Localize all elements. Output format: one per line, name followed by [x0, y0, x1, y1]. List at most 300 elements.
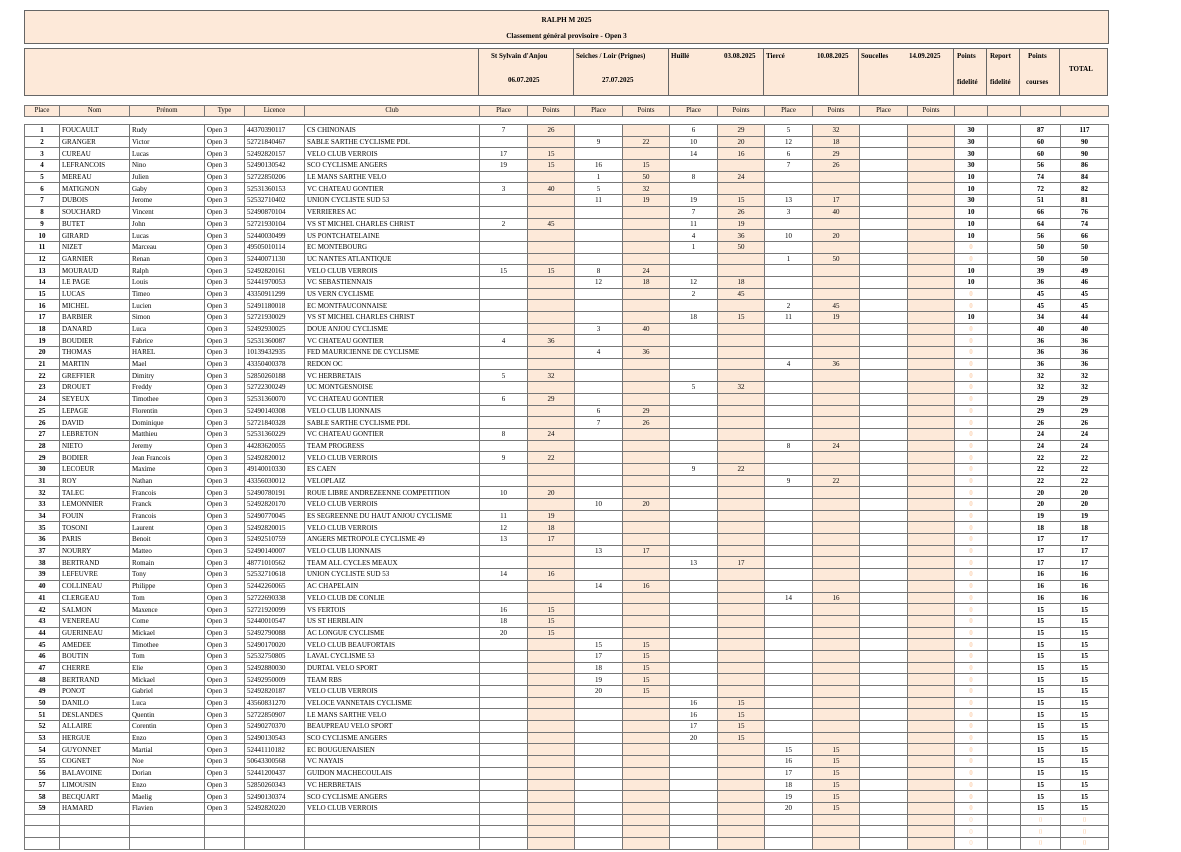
table-cell: [623, 487, 670, 499]
table-cell: [575, 300, 623, 312]
table-cell: [908, 358, 955, 370]
table-cell: [988, 347, 1021, 359]
table-cell: 59: [25, 802, 60, 814]
table-cell: VC SEBASTIENNAIS: [305, 276, 480, 288]
table-cell: 48: [25, 674, 60, 686]
empty-cell: [205, 814, 245, 826]
table-cell: [765, 405, 813, 417]
table-row: [25, 475, 1109, 487]
table-cell: [765, 452, 813, 464]
table-cell: 52492820012: [245, 452, 305, 464]
table-cell: [860, 393, 908, 405]
table-cell: 36: [528, 335, 575, 347]
empty-cell: 0: [955, 814, 988, 826]
table-cell: [480, 499, 528, 511]
table-cell: 15: [1061, 802, 1109, 814]
table-cell: [528, 417, 575, 429]
table-cell: [813, 405, 860, 417]
table-cell: [908, 499, 955, 511]
table-cell: John: [130, 218, 205, 230]
table-cell: [480, 650, 528, 662]
table-cell: [860, 183, 908, 195]
table-cell: [718, 756, 765, 768]
table-cell: 15: [528, 148, 575, 160]
table-cell: 15: [528, 160, 575, 172]
table-cell: SEYEUX: [60, 393, 130, 405]
table-cell: [860, 241, 908, 253]
table-cell: 43350400378: [245, 358, 305, 370]
table-cell: [623, 382, 670, 394]
table-cell: 24: [718, 171, 765, 183]
table-cell: 0: [955, 522, 988, 534]
table-cell: 2: [25, 136, 60, 148]
table-cell: [908, 206, 955, 218]
table-cell: 20: [1061, 499, 1109, 511]
table-cell: 15: [718, 732, 765, 744]
table-cell: 0: [955, 697, 988, 709]
table-cell: [988, 370, 1021, 382]
table-cell: Open 3: [205, 499, 245, 511]
table-cell: [813, 276, 860, 288]
table-cell: 33: [25, 499, 60, 511]
table-cell: Open 3: [205, 206, 245, 218]
table-cell: Mickael: [130, 627, 205, 639]
table-cell: [860, 428, 908, 440]
table-cell: [908, 125, 955, 137]
table-cell: VELO CLUB VERROIS: [305, 148, 480, 160]
table-row: [25, 218, 1109, 230]
column-header: Points: [528, 106, 575, 117]
table-cell: [528, 358, 575, 370]
table-cell: [528, 697, 575, 709]
table-cell: [528, 300, 575, 312]
table-cell: 24: [813, 440, 860, 452]
table-cell: [623, 393, 670, 405]
table-cell: 40: [1061, 323, 1109, 335]
table-cell: [908, 405, 955, 417]
table-cell: FED MAURICIENNE DE CYCLISME: [305, 347, 480, 359]
table-cell: [988, 335, 1021, 347]
table-cell: 16: [1021, 569, 1061, 581]
table-cell: Rudy: [130, 125, 205, 137]
table-cell: 20: [480, 627, 528, 639]
table-cell: [908, 428, 955, 440]
table-cell: [480, 697, 528, 709]
table-cell: 15: [1021, 627, 1061, 639]
table-cell: 40: [623, 323, 670, 335]
table-cell: [813, 183, 860, 195]
table-cell: [860, 580, 908, 592]
table-cell: [575, 697, 623, 709]
table-cell: [575, 791, 623, 803]
table-cell: Open 3: [205, 230, 245, 242]
table-cell: HAMARD: [60, 802, 130, 814]
table-cell: [528, 206, 575, 218]
table-cell: 74: [1021, 171, 1061, 183]
table-cell: EC BOUGUENAISIEN: [305, 744, 480, 756]
table-cell: [908, 218, 955, 230]
table-cell: 54: [25, 744, 60, 756]
table-cell: 56: [1021, 230, 1061, 242]
empty-cell: 0: [955, 837, 988, 849]
table-cell: [908, 393, 955, 405]
table-cell: [718, 160, 765, 172]
table-cell: Open 3: [205, 639, 245, 651]
table-cell: [765, 487, 813, 499]
table-cell: [670, 534, 718, 546]
table-cell: [860, 475, 908, 487]
table-cell: 20: [1021, 487, 1061, 499]
table-cell: [480, 382, 528, 394]
table-cell: [908, 265, 955, 277]
table-cell: [718, 674, 765, 686]
table-cell: [765, 288, 813, 300]
table-cell: HERGUE: [60, 732, 130, 744]
table-cell: [718, 347, 765, 359]
sheet-title: RALPH M 2025: [541, 16, 592, 24]
table-cell: [813, 171, 860, 183]
table-cell: Tom: [130, 650, 205, 662]
table-cell: [480, 463, 528, 475]
table-cell: Marceau: [130, 241, 205, 253]
table-cell: 0: [955, 393, 988, 405]
table-cell: 15: [1021, 791, 1061, 803]
table-cell: 15: [1021, 639, 1061, 651]
table-row: [25, 230, 1109, 242]
table-row: [25, 802, 1109, 814]
table-cell: Maxime: [130, 463, 205, 475]
table-cell: US ST HERBLAIN: [305, 615, 480, 627]
table-cell: [623, 557, 670, 569]
table-cell: 5: [25, 171, 60, 183]
table-cell: [623, 370, 670, 382]
table-cell: 14: [480, 569, 528, 581]
table-cell: [718, 686, 765, 698]
table-cell: 39: [25, 569, 60, 581]
table-cell: 2: [670, 288, 718, 300]
empty-cell: [718, 814, 765, 826]
table-cell: 82: [1061, 183, 1109, 195]
table-cell: 0: [955, 721, 988, 733]
table-cell: [860, 557, 908, 569]
table-cell: 36: [1021, 347, 1061, 359]
table-cell: 34: [25, 510, 60, 522]
empty-cell: [623, 837, 670, 849]
table-cell: 49140010330: [245, 463, 305, 475]
table-cell: [908, 721, 955, 733]
table-cell: Benoit: [130, 534, 205, 546]
table-cell: [988, 300, 1021, 312]
table-cell: 15: [813, 744, 860, 756]
table-cell: [813, 580, 860, 592]
table-cell: [813, 732, 860, 744]
empty-cell: 0: [1061, 837, 1109, 849]
table-cell: 52492820187: [245, 686, 305, 698]
table-cell: Renan: [130, 253, 205, 265]
table-cell: [623, 230, 670, 242]
table-cell: [575, 452, 623, 464]
table-cell: 32: [25, 487, 60, 499]
table-cell: GUIDON MACHECOULAIS: [305, 767, 480, 779]
table-cell: [813, 382, 860, 394]
table-cell: MEREAU: [60, 171, 130, 183]
table-cell: VERRIERES AC: [305, 206, 480, 218]
table-row: [25, 662, 1109, 674]
empty-cell: [60, 826, 130, 838]
table-cell: Jerome: [130, 195, 205, 207]
table-cell: [908, 662, 955, 674]
table-cell: VELO CLUB VERROIS: [305, 686, 480, 698]
table-cell: 22: [25, 370, 60, 382]
table-cell: [575, 592, 623, 604]
table-cell: 41: [25, 592, 60, 604]
table-cell: [670, 160, 718, 172]
table-cell: 52722850907: [245, 709, 305, 721]
table-cell: [670, 405, 718, 417]
table-cell: Open 3: [205, 160, 245, 172]
table-cell: 52722300249: [245, 382, 305, 394]
table-cell: [480, 686, 528, 698]
table-cell: [765, 580, 813, 592]
table-cell: 52492950009: [245, 674, 305, 686]
table-cell: 0: [955, 499, 988, 511]
table-cell: [718, 417, 765, 429]
table-cell: [765, 417, 813, 429]
table-cell: 36: [1061, 347, 1109, 359]
table-cell: [988, 732, 1021, 744]
table-cell: 52492510759: [245, 534, 305, 546]
table-cell: [765, 347, 813, 359]
table-cell: ES CAEN: [305, 463, 480, 475]
table-cell: [988, 382, 1021, 394]
table-cell: [718, 791, 765, 803]
table-cell: 9: [575, 136, 623, 148]
table-cell: Open 3: [205, 136, 245, 148]
table-cell: [480, 405, 528, 417]
table-cell: [623, 779, 670, 791]
table-cell: [528, 382, 575, 394]
table-cell: [623, 218, 670, 230]
table-cell: Open 3: [205, 335, 245, 347]
table-cell: Open 3: [205, 615, 245, 627]
table-cell: [575, 709, 623, 721]
race-header-1: St Sylvain d'Anjou 06.07.2025: [479, 48, 574, 96]
table-cell: [860, 627, 908, 639]
table-cell: 86: [1061, 160, 1109, 172]
table-cell: Open 3: [205, 674, 245, 686]
table-cell: [623, 148, 670, 160]
table-cell: [670, 615, 718, 627]
table-cell: [670, 253, 718, 265]
table-cell: 45: [813, 300, 860, 312]
column-header-row: [25, 106, 1109, 117]
table-cell: [575, 218, 623, 230]
table-row: [25, 160, 1109, 172]
table-cell: 15: [1021, 802, 1061, 814]
table-cell: [860, 697, 908, 709]
table-cell: [765, 499, 813, 511]
table-cell: 52440030499: [245, 230, 305, 242]
table-cell: Open 3: [205, 592, 245, 604]
table-cell: 12: [670, 276, 718, 288]
table-cell: Laurent: [130, 522, 205, 534]
table-cell: COGNET: [60, 756, 130, 768]
table-cell: 13: [480, 534, 528, 546]
table-row: [25, 686, 1109, 698]
table-cell: 52492820015: [245, 522, 305, 534]
table-cell: 3: [25, 148, 60, 160]
table-cell: [860, 195, 908, 207]
table-cell: Florentin: [130, 405, 205, 417]
table-cell: DROUET: [60, 382, 130, 394]
table-cell: 57: [25, 779, 60, 791]
table-row: [25, 767, 1109, 779]
empty-cell: [130, 837, 205, 849]
table-cell: [988, 650, 1021, 662]
table-cell: Tom: [130, 592, 205, 604]
table-cell: LAVAL CYCLISME 53: [305, 650, 480, 662]
table-cell: [480, 732, 528, 744]
table-cell: GARNIER: [60, 253, 130, 265]
empty-cell: [480, 837, 528, 849]
column-header: Place: [765, 106, 813, 117]
table-cell: [813, 393, 860, 405]
table-cell: [718, 487, 765, 499]
table-cell: [908, 615, 955, 627]
empty-cell: [528, 814, 575, 826]
table-cell: [908, 160, 955, 172]
table-cell: 52490130374: [245, 791, 305, 803]
table-cell: 44283620055: [245, 440, 305, 452]
table-cell: [765, 276, 813, 288]
table-cell: 50: [1021, 253, 1061, 265]
table-cell: UC MONTGESNOISE: [305, 382, 480, 394]
table-cell: 0: [955, 650, 988, 662]
table-cell: 29: [1021, 393, 1061, 405]
table-cell: [908, 288, 955, 300]
table-cell: [480, 230, 528, 242]
table-cell: [860, 276, 908, 288]
table-cell: VC CHATEAU GONTIER: [305, 335, 480, 347]
table-cell: [988, 358, 1021, 370]
table-cell: [908, 487, 955, 499]
table-cell: [670, 662, 718, 674]
table-cell: [860, 253, 908, 265]
table-cell: 0: [955, 756, 988, 768]
table-cell: 20: [718, 136, 765, 148]
table-cell: 36: [1061, 358, 1109, 370]
points-courses-header: Points courses: [1020, 48, 1060, 96]
table-cell: Open 3: [205, 767, 245, 779]
table-cell: 6: [575, 405, 623, 417]
table-cell: 31: [25, 475, 60, 487]
table-cell: [480, 756, 528, 768]
table-cell: [860, 732, 908, 744]
table-cell: 52721920099: [245, 604, 305, 616]
sheet-subtitle: Classement général provisoire - Open 3: [506, 32, 627, 40]
table-cell: 17: [1061, 557, 1109, 569]
table-cell: [670, 265, 718, 277]
table-cell: 50: [813, 253, 860, 265]
table-cell: 52490130542: [245, 160, 305, 172]
table-cell: [765, 650, 813, 662]
table-cell: 15: [1021, 709, 1061, 721]
table-cell: Open 3: [205, 276, 245, 288]
empty-cell: [813, 814, 860, 826]
table-cell: [528, 545, 575, 557]
table-cell: [988, 721, 1021, 733]
table-cell: 52531360070: [245, 393, 305, 405]
table-row: [25, 592, 1109, 604]
table-cell: [813, 463, 860, 475]
table-cell: [988, 534, 1021, 546]
table-cell: 81: [1061, 195, 1109, 207]
column-header: Club: [305, 106, 480, 117]
table-cell: 24: [528, 428, 575, 440]
table-cell: [575, 241, 623, 253]
table-row: [25, 604, 1109, 616]
table-cell: [988, 791, 1021, 803]
table-cell: 18: [480, 615, 528, 627]
table-cell: [988, 393, 1021, 405]
table-cell: 44370390117: [245, 125, 305, 137]
table-cell: [718, 323, 765, 335]
table-row: [25, 534, 1109, 546]
race-header-2: Seiches / Loir (Prignes) 27.07.2025: [574, 48, 669, 96]
table-row: [25, 206, 1109, 218]
table-cell: 55: [25, 756, 60, 768]
table-cell: 47: [25, 662, 60, 674]
table-cell: [670, 347, 718, 359]
table-cell: 43350911299: [245, 288, 305, 300]
table-cell: 52441110182: [245, 744, 305, 756]
table-cell: [480, 323, 528, 335]
table-cell: [813, 534, 860, 546]
table-cell: [860, 206, 908, 218]
table-row: [25, 732, 1109, 744]
table-cell: 15: [1061, 721, 1109, 733]
table-cell: 16: [528, 569, 575, 581]
table-cell: [480, 709, 528, 721]
race-header-4: Tiercé 10.08.2025: [764, 48, 859, 96]
table-cell: 15: [1061, 662, 1109, 674]
table-cell: 36: [25, 534, 60, 546]
table-cell: 15: [1021, 744, 1061, 756]
table-cell: Open 3: [205, 545, 245, 557]
table-cell: 29: [528, 393, 575, 405]
table-cell: 19: [528, 510, 575, 522]
table-cell: 6: [765, 148, 813, 160]
empty-cell: [623, 814, 670, 826]
table-cell: 45: [1061, 300, 1109, 312]
table-cell: [623, 335, 670, 347]
table-row: [25, 569, 1109, 581]
table-cell: Romain: [130, 557, 205, 569]
table-cell: [988, 686, 1021, 698]
table-cell: [860, 779, 908, 791]
table-cell: 14: [765, 592, 813, 604]
table-cell: [908, 580, 955, 592]
table-row: [25, 522, 1109, 534]
table-cell: Open 3: [205, 405, 245, 417]
table-cell: 32: [813, 125, 860, 137]
table-cell: 8: [480, 428, 528, 440]
table-cell: 15: [1061, 709, 1109, 721]
table-cell: [528, 650, 575, 662]
table-cell: [765, 335, 813, 347]
table-cell: 17: [765, 767, 813, 779]
table-cell: 36: [1061, 335, 1109, 347]
